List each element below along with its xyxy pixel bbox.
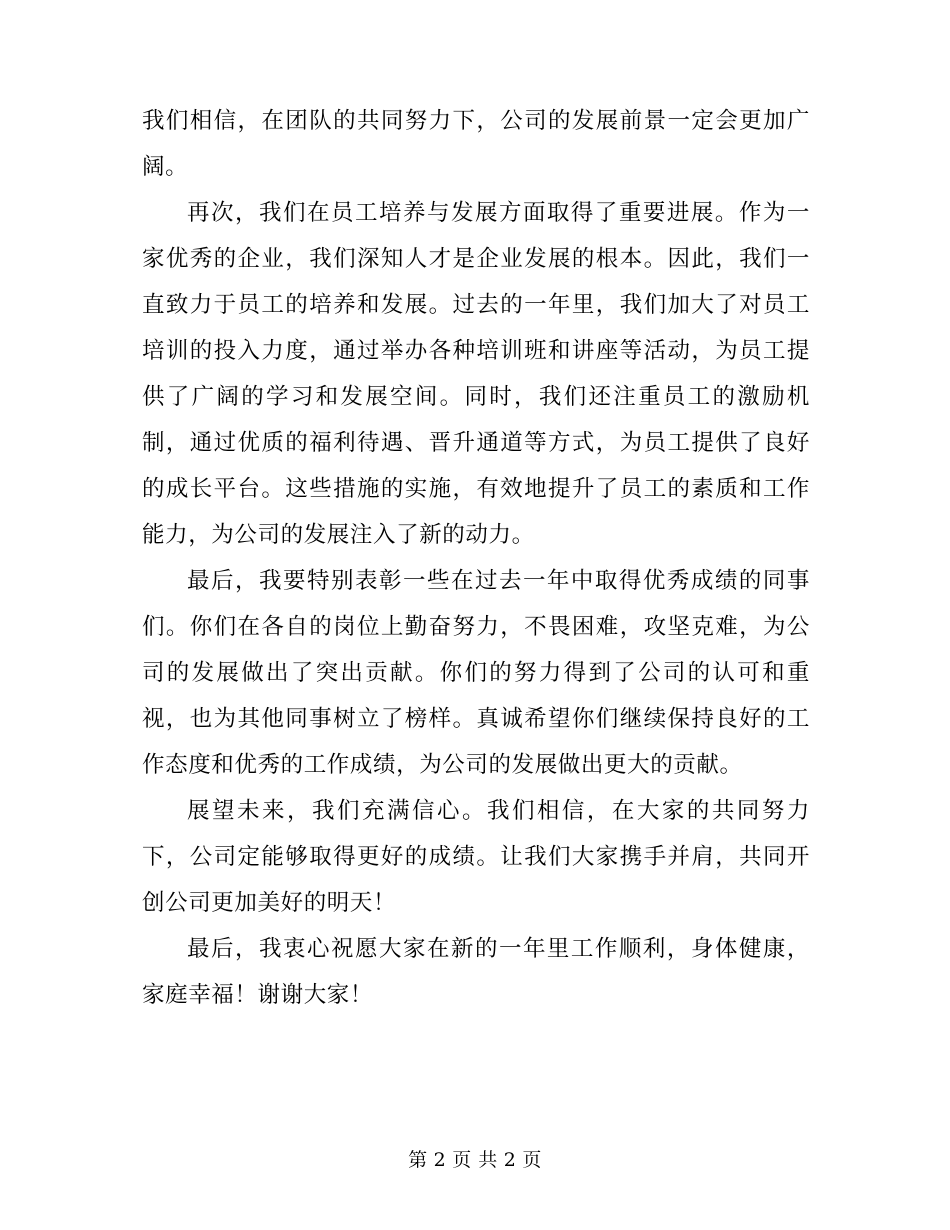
footer-suffix: 页 [522, 1149, 542, 1171]
footer-prefix: 第 [408, 1149, 428, 1171]
paragraph-closing-continuation: 我们相信，在团队的共同努力下，公司的发展前景一定会更加广阔。 [142, 108, 810, 180]
paragraph-employee-development: 再次，我们在员工培养与发展方面取得了重要进展。作为一家优秀的企业，我们深知人才是企业发展的根本。因此，我们一直致力于员工的培养和发展。过去的一年里，我们加大了对员工培训的投入力度，通过举办各种培训班和讲座等活动，为员工提供了广阔的学习和发展空间。同时，我们还注重员工的激励机制，通过优质的福利待遇、晋升通道等方式，为员工提供了良好的成长平台。这些措施的实施，有效地提升了员工的素质和工作能力，为公司的发展注入了新的动力。 [142, 200, 810, 548]
paragraph-wishes: 最后，我衷心祝愿大家在新的一年里工作顺利，身体健康，家庭幸福！谢谢大家！ [142, 936, 810, 1008]
page-footer [0, 1146, 950, 1174]
document-body [142, 98, 810, 1018]
footer-total-pages: 2 [503, 1149, 517, 1171]
footer-middle: 页 共 [452, 1149, 498, 1171]
paragraph-commendation: 最后，我要特别表彰一些在过去一年中取得优秀成绩的同事们。你们在各自的岗位上勤奋努力，不畏困难，攻坚克难，为公司的发展做出了突出贡献。你们的努力得到了公司的认可和重视，也为其他同事树立了榜样。真诚希望你们继续保持良好的工作态度和优秀的工作成绩，为公司的发展做出更大的贡献。 [142, 568, 810, 778]
footer-current-page: 2 [433, 1149, 447, 1171]
paragraph-outlook: 展望未来，我们充满信心。我们相信，在大家的共同努力下，公司定能够取得更好的成绩。让我们大家携手并肩，共同开创公司更加美好的明天！ [142, 798, 810, 916]
